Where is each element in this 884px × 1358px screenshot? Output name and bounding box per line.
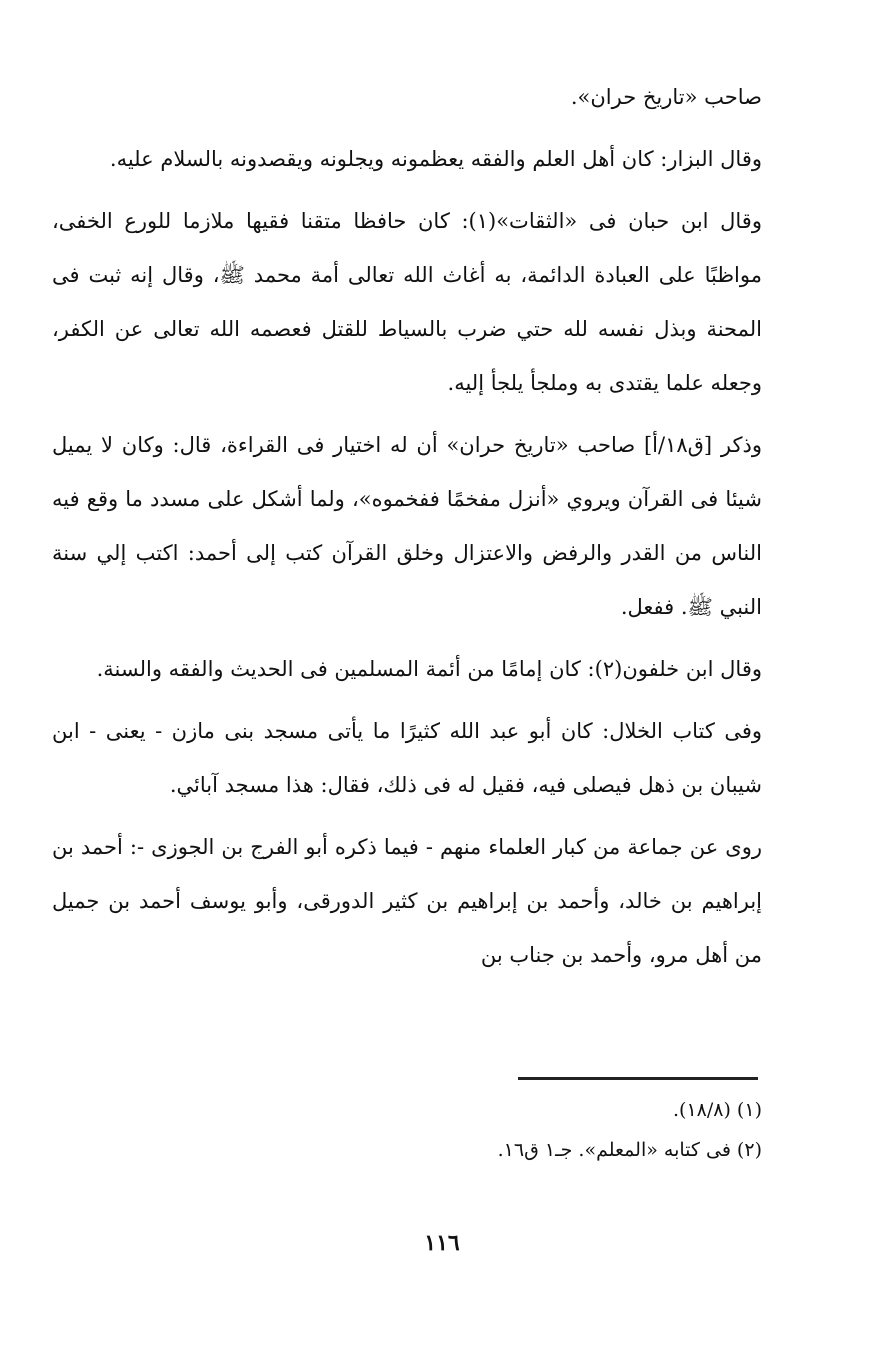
paragraph-1: صاحب «تاريخ حران». — [570, 85, 762, 109]
footnotes — [52, 1090, 762, 1170]
footnote-divider — [518, 1077, 758, 1080]
footnote-2: (٢) فى كتابه «المعلم». جـ١ ق١٦. — [497, 1139, 762, 1161]
paragraph-7: روى عن جماعة من كبار العلماء منهم - فيما ذكره أبو الفرج بن الجوزى -: أحمد بن إبراهيم بن خالد، وأحمد بن إبراهيم بن كثير الدورقى، وأبو يوسف أحمد بن جميل من أهل مرو، وأحمد بن جناب بن — [52, 835, 762, 967]
paragraph-2: وقال البزار: كان أهل العلم والفقه يعظمونه ويجلونه ويقصدونه بالسلام عليه. — [109, 147, 762, 171]
paragraph-5: وقال ابن خلفون(٢): كان إمامًا من أئمة المسلمين فى الحديث والفقه والسنة. — [96, 657, 762, 681]
paragraph-6: وفى كتاب الخلال: كان أبو عبد الله كثيرًا ما يأتى مسجد بنى مازن - يعنى - ابن شيبان بن ذهل فيصلى فيه، فقيل له فى ذلك، فقال: هذا مسجد آبائي. — [52, 719, 762, 797]
paragraph-3: وقال ابن حبان فى «الثقات»(١): كان حافظا متقنا فقيها ملازما للورع الخفى، مواظبًا على العبادة الدائمة، به أغاث الله تعالى أمة محمد ﷺ، وقال إنه ثبت فى المحنة وبذل نفسه لله حتي ضرب بالسياط للقتل فعصمه الله تعالى عن الكفر، وجعله علما يقتدى به وملجأ يلجأ إليه. — [52, 209, 762, 395]
main-text — [52, 70, 762, 990]
paragraph-4: وذكر [ق١٨/أ] صاحب «تاريخ حران» أن له اختيار فى القراءة، قال: وكان لا يميل شيئا فى القرآن ويروي «أنزل مفخمًا ففخموه»، ولما أشكل على مسدد ما وقع فيه الناس من القدر والرفض والاعتزال وخلق القرآن كتب إلى أحمد: اكتب إلي سنة النبي ﷺ. ففعل. — [52, 433, 762, 619]
footnote-1: (١) (١٨/٨). — [673, 1099, 762, 1121]
page-number: ١١٦ — [424, 1230, 460, 1256]
